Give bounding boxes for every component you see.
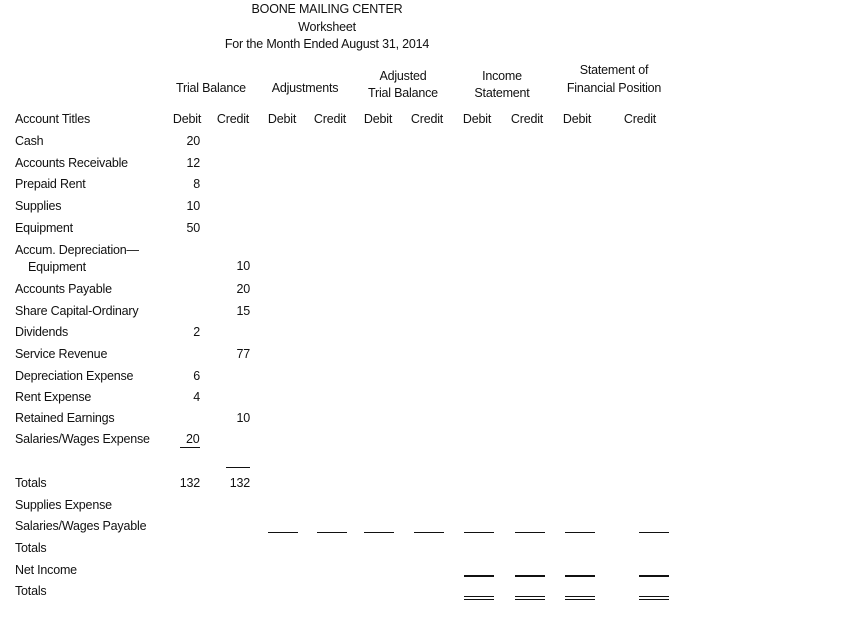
period-line: For the Month Ended August 31, 2014: [224, 37, 430, 51]
account-title: Salaries/Wages Expense: [15, 432, 150, 446]
double-underline-bottom: [639, 599, 669, 600]
account-title: Cash: [15, 134, 44, 148]
group-trial-balance: Trial Balance: [176, 81, 246, 95]
tb-credit-value: 10: [236, 411, 250, 425]
sfp-debit-header: Debit: [562, 112, 592, 126]
double-underline-bottom: [464, 599, 494, 600]
group-sfp-line1: Statement of: [579, 63, 649, 77]
tb-credit-value: 15: [236, 304, 250, 318]
atb-debit-header: Debit: [363, 112, 393, 126]
double-underline-top: [639, 596, 669, 597]
underlined-amount: 20: [180, 432, 200, 448]
tb-debit-value-underlined: [180, 433, 200, 446]
tb-debit-header: Debit: [172, 112, 202, 126]
tb-credit-value: 10: [236, 259, 250, 273]
tb-debit-value: 8: [193, 177, 200, 191]
adj-debit-header: Debit: [267, 112, 297, 126]
company-name: BOONE MAILING CENTER: [251, 2, 403, 16]
account-title: Depreciation Expense: [15, 369, 134, 383]
net-income-line: [565, 575, 595, 577]
net-income-line: [639, 575, 669, 577]
tb-credit-header: Credit: [216, 112, 250, 126]
tb-debit-total: 132: [179, 476, 200, 490]
account-title: Rent Expense: [15, 390, 92, 404]
tb-credit-total: 132: [229, 476, 250, 490]
answer-line: [515, 532, 545, 533]
double-underline-bottom: [565, 599, 595, 600]
answer-line: [268, 532, 298, 533]
double-underline-top: [565, 596, 595, 597]
tb-debit-value: 2: [193, 325, 200, 339]
totals-label: Totals: [15, 476, 47, 490]
sfp-credit-header: Credit: [623, 112, 657, 126]
answer-line: [317, 532, 347, 533]
answer-line: [414, 532, 444, 533]
document-type: Worksheet: [298, 20, 356, 34]
net-income-line: [515, 575, 545, 577]
tb-debit-value: 20: [186, 134, 200, 148]
credit-underline: [226, 467, 250, 468]
account-titles-header: Account Titles: [15, 112, 91, 126]
adj-credit-header: Credit: [313, 112, 347, 126]
account-title: Retained Earnings: [15, 411, 115, 425]
tb-credit-value: 20: [236, 282, 250, 296]
account-title: Supplies Expense: [15, 498, 112, 512]
account-title-continued: Equipment: [28, 260, 86, 274]
totals-label: Totals: [15, 541, 47, 555]
double-underline-bottom: [515, 599, 545, 600]
answer-line: [565, 532, 595, 533]
group-adjusted-tb-line1: Adjusted: [379, 69, 427, 83]
account-title: Dividends: [15, 325, 69, 339]
account-title: Accum. Depreciation—: [15, 243, 139, 257]
tb-debit-value: 50: [186, 221, 200, 235]
tb-debit-value: 6: [193, 369, 200, 383]
account-title: Accounts Payable: [15, 282, 112, 296]
group-adjusted-tb-line2: Trial Balance: [368, 86, 438, 100]
double-underline-top: [464, 596, 494, 597]
group-income-line1: Income: [482, 69, 522, 83]
account-title: Supplies: [15, 199, 62, 213]
answer-line: [464, 532, 494, 533]
answer-line: [364, 532, 394, 533]
account-title: Service Revenue: [15, 347, 108, 361]
atb-credit-header: Credit: [410, 112, 444, 126]
tb-debit-value: 4: [193, 390, 200, 404]
account-title: Prepaid Rent: [15, 177, 86, 191]
answer-line: [639, 532, 669, 533]
tb-debit-value: 10: [186, 199, 200, 213]
group-adjustments: Adjustments: [271, 81, 339, 95]
net-income-label: Net Income: [15, 563, 77, 577]
is-credit-header: Credit: [510, 112, 544, 126]
account-title: Salaries/Wages Payable: [15, 519, 147, 533]
account-title: Equipment: [15, 221, 73, 235]
group-income-line2: Statement: [474, 86, 530, 100]
double-underline-top: [515, 596, 545, 597]
tb-debit-value: 12: [186, 156, 200, 170]
net-income-line: [464, 575, 494, 577]
totals-label: Totals: [15, 584, 47, 598]
account-title: Accounts Receivable: [15, 156, 128, 170]
group-sfp-line2: Financial Position: [566, 81, 662, 95]
is-debit-header: Debit: [462, 112, 492, 126]
tb-credit-value: 77: [236, 347, 250, 361]
account-title: Share Capital-Ordinary: [15, 304, 139, 318]
